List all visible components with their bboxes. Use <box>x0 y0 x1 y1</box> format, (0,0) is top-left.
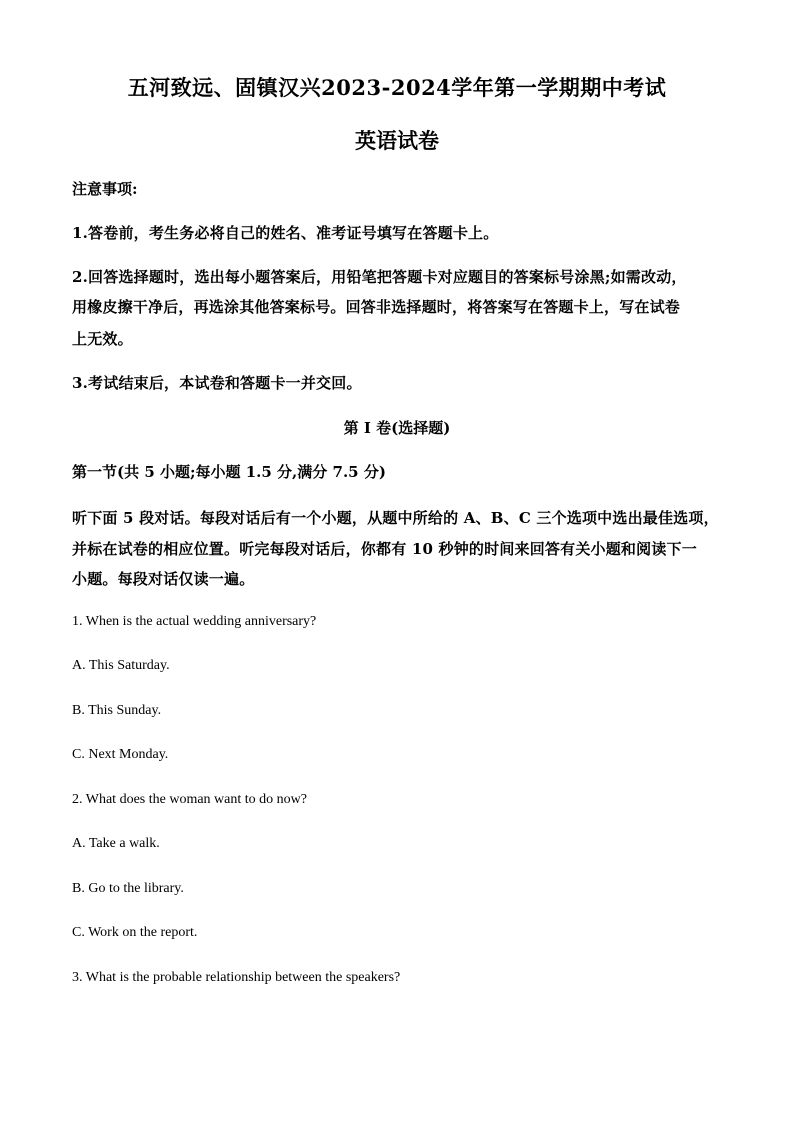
notice-heading: 注意事项: <box>72 180 138 198</box>
question-1-stem: 1. When is the actual wedding anniversary? <box>72 614 317 629</box>
question-2-option-b: B. Go to the library. <box>72 881 184 896</box>
question-1-option-a: A. This Saturday. <box>72 658 170 673</box>
instruction-line-3: 小题。每段对话仅读一遍。 <box>72 570 255 588</box>
question-2-stem: 2. What does the woman want to do now? <box>72 792 307 807</box>
exam-subtitle: 英语试卷 <box>355 128 439 153</box>
exam-title: 五河致远、固镇汉兴2023-2024学年第一学期期中考试 <box>127 75 667 100</box>
notice-item-2-line-2: 用橡皮擦干净后，再选涂其他答案标号。回答非选择题时，将答案写在答题卡上，写在试卷 <box>72 298 681 316</box>
instruction-line-1: 听下面 5 段对话。每段对话后有一个小题，从题中所给的 A、B、C 三个选项中选出最佳选项， <box>72 509 719 527</box>
question-1-option-c: C. Next Monday. <box>72 747 169 762</box>
question-2-option-a: A. Take a walk. <box>72 836 160 851</box>
question-1-option-b: B. This Sunday. <box>72 703 162 718</box>
section-heading: 第一节(共 5 小题;每小题 1.5 分,满分 7.5 分) <box>72 463 386 481</box>
instruction-line-2: 并标在试卷的相应位置。听完每段对话后，你都有 10 秒钟的时间来回答有关小题和阅读下一 <box>72 540 697 558</box>
notice-item-2-line-3: 上无效。 <box>72 330 133 348</box>
question-2-option-c: C. Work on the report. <box>72 925 198 940</box>
notice-item-2-line-1: 2.回答选择题时，选出每小题答案后，用铅笔把答题卡对应题目的答案标号涂黑;如需改动， <box>72 268 687 286</box>
notice-item-1: 1.答卷前，考生务必将自己的姓名、准考证号填写在答题卡上。 <box>72 224 499 242</box>
question-3-stem: 3. What is the probable relationship between the speakers? <box>72 970 401 985</box>
part-heading: 第 I 卷(选择题) <box>343 419 451 437</box>
notice-item-3: 3.考试结束后，本试卷和答题卡一并交回。 <box>72 374 362 392</box>
